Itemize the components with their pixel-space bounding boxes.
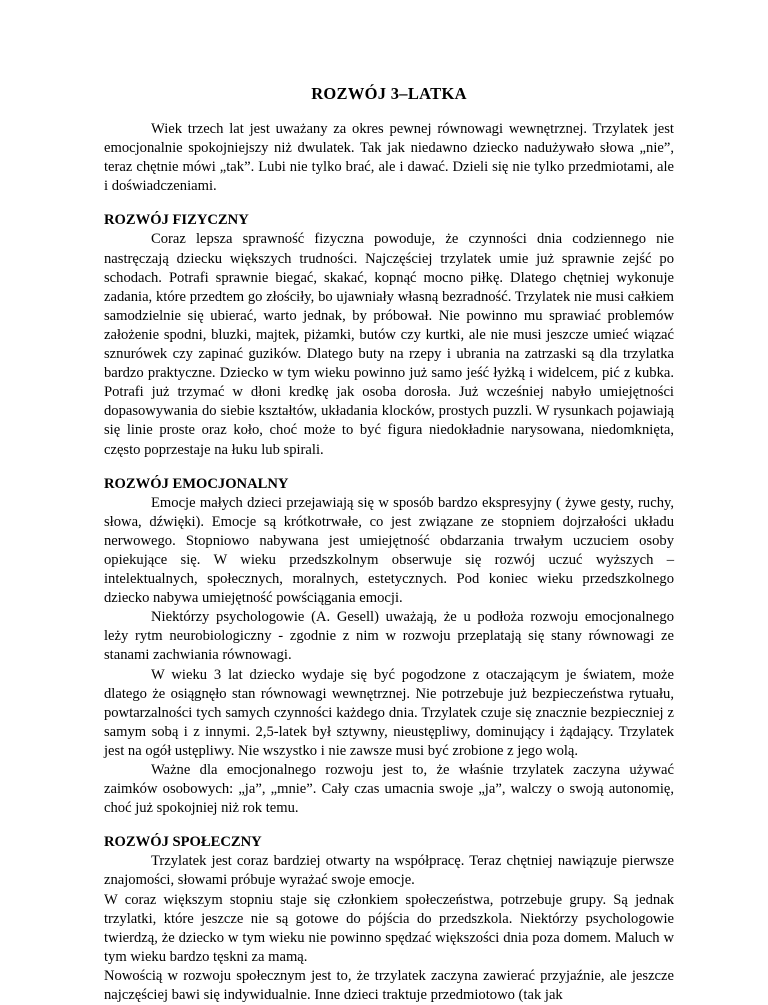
- section-heading: ROZWÓJ EMOCJONALNY: [104, 475, 289, 492]
- body-paragraph: Nowością w rozwoju społecznym jest to, że trzylatek zaczyna zawierać przyjaźnie, ale jeszcze najczęściej bawi się indywidualnie. Inne dzieci traktuje przedmiotowo (tak jak: [104, 967, 674, 1004]
- section-heading: ROZWÓJ FIZYCZNY: [104, 212, 249, 229]
- section-heading: ROZWÓJ SPOŁECZNY: [104, 834, 262, 851]
- section-physical-development: [104, 211, 674, 459]
- body-paragraph: Trzylatek jest coraz bardziej otwarty na współpracę. Teraz chętniej nawiązuje pierwsze znajomości, słowami próbuje wyrażać swoje emocje.: [104, 853, 674, 889]
- section-emotional-development: [104, 475, 674, 819]
- section-social-development: [104, 833, 674, 1005]
- document-body: [104, 120, 674, 1005]
- body-paragraph: Emocje małych dzieci przejawiają się w sposób bardzo ekspresyjny ( żywe gesty, ruchy, słowa, dźwięki). Emocje są krótkotrwałe, co jest związane ze stopniem dojrzałości układu nerwowego. Stopniowo nabywana jest umiejętność obdarzania trwałym uczuciem osoby opiekujące się. W wieku przedszkolnym obserwuje się rozwój uczuć wyższych – intelektualnych, społecznych, moralnych, estetycznych. Pod koniec wieku przedszkolnego dziecko nabywa umiejętność powściągania emocji.: [104, 494, 674, 607]
- body-paragraph: W coraz większym stopniu staje się członkiem społeczeństwa, potrzebuje grupy. Są jednak trzylatki, które jeszcze nie są gotowe do pójścia do przedszkola. Niektórzy psychologowie twierdzą, że dziecko w tym wieku nie powinno spędzać większości dnia poza domem. Maluch w tym wieku bardzo tęskni za mamą.: [104, 891, 674, 965]
- intro-paragraph: Wiek trzech lat jest uważany za okres pewnej równowagi wewnętrznej. Trzylatek jest emocjonalnie spokojniejszy niż dwulatek. Tak jak niedawno dziecko nadużywało słowa „nie”, teraz chętnie mówi „tak”. Lubi nie tylko brać, ale i dawać. Dzieli się nie tylko przedmiotami, ale i doświadczeniami.: [104, 121, 674, 195]
- body-paragraph: Coraz lepsza sprawność fizyczna powoduje, że czynności dnia codziennego nie nastręczają dziecku większych trudności. Najczęściej trzylatek umie już sprawnie zejść po schodach. Potrafi sprawnie biegać, skakać, kopnąć mocno piłkę. Dlatego chętniej wykonuje zadania, które przedtem go złościły, bo ujawniały własną bezradność. Trzylatek nie musi całkiem samodzielnie się ubierać, warto jednak, by próbował. Nie powinno mu sprawiać problemów założenie spodni, bluzki, majtek, piżamki, butów czy kurtki, ale nie musi jeszcze umieć wiązać sznurówek czy zapinać guzików. Dlatego buty na rzepy i ubrania na zatrzaski są dla trzylatka bardzo praktyczne. Dziecko w tym wieku powinno już samo jeść łyżką i widelcem, pić z kubka. Potrafi już trzymać w dłoni kredkę jak osoba dorosła. Już wcześniej nabyło umiejętności dopasowywania do siebie kształtów, układania klocków, prostych puzzli. W rysunkach pojawiają się linie proste oraz koło, choć może to być figura niedokładnie narysowana, niedomknięta, często poprzestaje na łuku lub spirali.: [104, 231, 674, 458]
- body-paragraph: Ważne dla emocjonalnego rozwoju jest to, że właśnie trzylatek zaczyna używać zaimków osobowych: „ja”, „mnie”. Cały czas umacnia swoje „ja”, walczy o swoją autonomię, choć już spokojniej niż rok temu.: [104, 762, 674, 817]
- body-paragraph: W wieku 3 lat dziecko wydaje się być pogodzone z otaczającym je światem, może dlatego że osiągnęło stan równowagi wewnętrznej. Nie potrzebuje już bezpieczeństwa rytuału, powtarzalności tych samych czynności każdego dnia. Trzylatek czuje się znacznie bezpieczniej z samym sobą i z innymi. 2,5-latek był sztywny, nieustępliwy, dominujący i żądający. Trzylatek jest na ogół ustępliwy. Nie wszystko i nie zawsze musi być zrobione z jego wolą.: [104, 666, 674, 759]
- page-title: ROZWÓJ 3–LATKA: [311, 84, 467, 103]
- body-paragraph: Niektórzy psychologowie (A. Gesell) uważają, że u podłoża rozwoju emocjonalnego leży rytm neurobiologiczny - zgodnie z nim w rozwoju przeplatają się stany równowagi ze stanami zachwiania równowagi.: [104, 609, 674, 664]
